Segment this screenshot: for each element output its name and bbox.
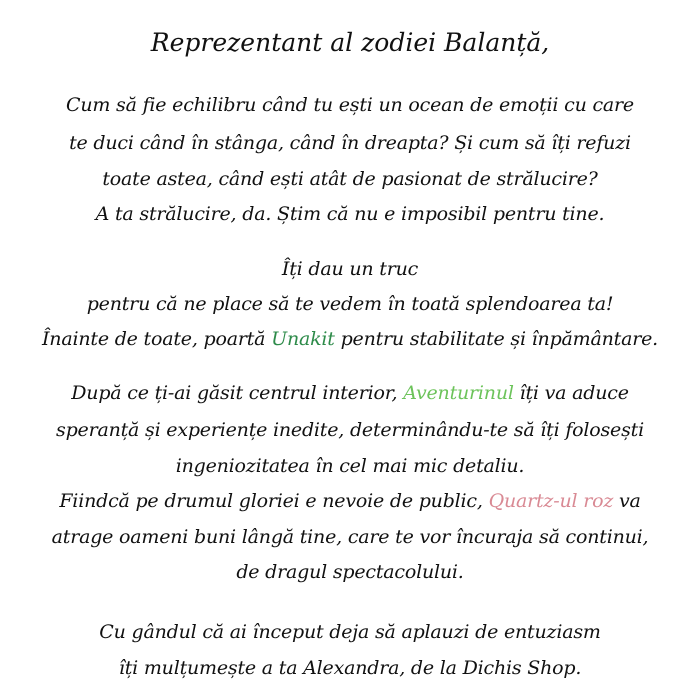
p2-line-2: pentru că ne place să te vedem în toată splendoarea ta! [86,293,614,315]
p2-line-3-before: Înainte de toate, poartă [42,328,272,350]
p3-line-2: speranță și experiențe inedite, determinându-te să îți folosești [56,419,644,441]
p3-line-4-before: Fiindcă pe drumul gloriei e nevoie de public, [59,490,489,512]
p3-line-3: ingeniozitatea în cel mai mic detaliu. [175,455,525,477]
p3-line-1-before: După ce ți-ai găsit centrul interior, [71,382,404,404]
p1-line-3: toate astea, când ești atât de pasionat de strălucire? [102,168,598,190]
stone-unakit: Unakit [271,328,335,350]
stone-aventurin: Aventurinul [403,382,514,404]
stone-quartz-roz: Quartz-ul roz [488,490,614,512]
p1-line-2: te duci când în stânga, când în dreapta? Și cum să îți refuzi [69,132,631,154]
p3-line-4-after: va [613,490,641,512]
p3-line-1-after: îți va aduce [513,382,629,404]
p1-line-4: A ta strălucire, da. Știm că nu e imposibil pentru tine. [95,203,605,225]
p2-line-3-after: pentru stabilitate și înpământare. [334,328,658,350]
p3-line-5: atrage oameni buni lângă tine, care te vor încuraja să continui, [51,526,649,548]
p3-line-6: de dragul spectacolului. [236,561,464,583]
p2-line-1: Îți dau un truc [281,258,419,280]
p3-line-4 [0,486,700,516]
p1-line-1: Cum să fie echilibru când tu ești un ocean de emoții cu care [66,94,634,116]
closing-line-1: Cu gândul că ai început deja să aplauzi de entuziasm [99,621,601,643]
p3-line-1 [0,378,700,408]
closing-line-2: îți mulțumește a ta Alexandra, de la Dichis Shop. [118,657,582,679]
page-title: Reprezentant al zodiei Balanță, [150,28,550,57]
p2-line-3 [0,324,700,354]
